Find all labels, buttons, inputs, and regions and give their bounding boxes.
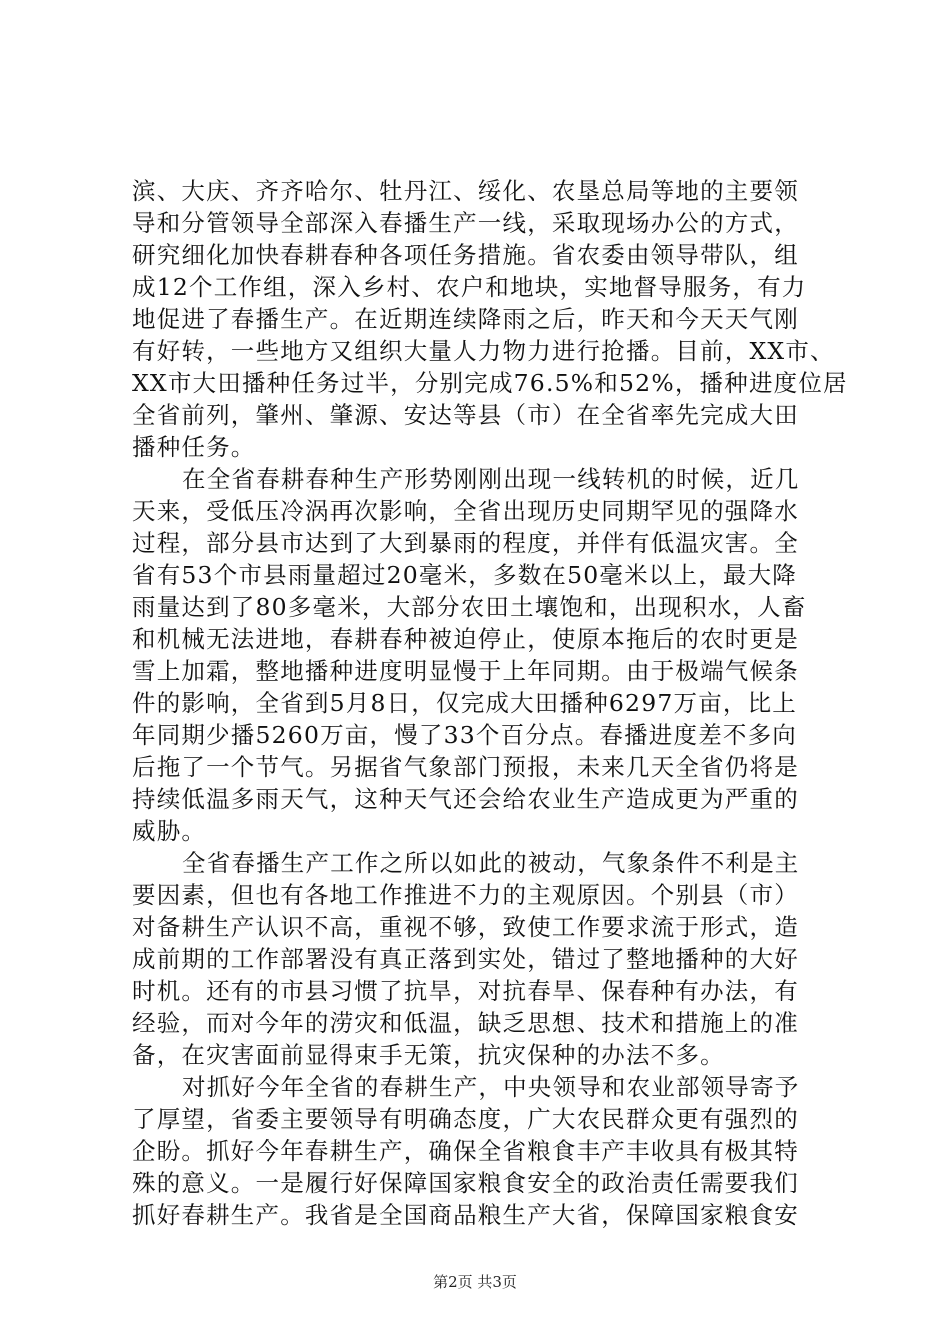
text-line: 了厚望，省委主要领导有明确态度，广大农民群众更有强烈的 [132,1105,799,1133]
paragraph-first-line: 对抓好今年全省的春耕生产，中央领导和农业部领导寄予 [182,1073,800,1101]
text-line: 殊的意义。一是履行好保障国家粮食安全的政治责任需要我们 [132,1169,799,1197]
text-line: 地促进了春播生产。在近期连续降雨之后，昨天和今天天气刚 [132,305,799,333]
text-line: 威胁。 [132,817,207,845]
text-line: 后拖了一个节气。另据省气象部门预报，未来几天全省仍将是 [132,753,799,781]
text-line: 抓好春耕生产。我省是全国商品粮生产大省，保障国家粮食安 [132,1201,799,1229]
text-line: 年同期少播5260万亩，慢了33个百分点。春播进度差不多向 [132,721,798,749]
text-line: 和机械无法进地，春耕春种被迫停止，使原本拖后的农时更是 [132,625,799,653]
text-line: 持续低温多雨天气，这种天气还会给农业生产造成更为严重的 [132,785,799,813]
text-line: 要因素，但也有各地工作推进不力的主观原因。个别县（市） [132,881,799,909]
text-line: 备，在灾害面前显得束手无策，抗灾保种的办法不多。 [132,1041,725,1069]
text-line: 有好转，一些地方又组织大量人力物力进行抢播。目前，XX市、 [132,337,835,365]
text-line: 经验，而对今年的涝灾和低温，缺乏思想、技术和措施上的准 [132,1009,799,1037]
text-line: 企盼。抓好今年春耕生产，确保全省粮食丰产丰收具有极其特 [132,1137,799,1165]
text-line: 雨量达到了80多毫米，大部分农田土壤饱和，出现积水，人畜 [132,593,807,621]
text-line: 雪上加霜，整地播种进度明显慢于上年同期。由于极端气候条 [132,657,799,685]
text-line: 对备耕生产认识不高，重视不够，致使工作要求流于形式，造 [132,913,799,941]
text-line: 件的影响，全省到5月8日，仅完成大田播种6297万亩，比上 [132,689,798,717]
paragraph-first-line: 在全省春耕春种生产形势刚刚出现一线转机的时候，近几 [182,465,800,493]
text-line: 成12个工作组，深入乡村、农户和地块，实地督导服务，有力 [132,273,807,301]
text-line: 省有53个市县雨量超过20毫米，多数在50毫米以上，最大降 [132,561,798,589]
text-line: 全省前列，肇州、肇源、安达等县（市）在全省率先完成大田 [132,401,799,429]
text-line: 播种任务。 [132,433,256,461]
text-line: 过程，部分县市达到了大到暴雨的程度，并伴有低温灾害。全 [132,529,799,557]
text-line: 滨、大庆、齐齐哈尔、牡丹江、绥化、农垦总局等地的主要领 [132,177,799,205]
text-line: 时机。还有的市县习惯了抗旱，对抗春旱、保春种有办法，有 [132,977,799,1005]
page-number-footer: 第2页 共3页 [433,1273,517,1291]
text-line: 成前期的工作部署没有真正落到实处，错过了整地播种的大好 [132,945,799,973]
text-line: 天来，受低压冷涡再次影响，全省出现历史同期罕见的强降水 [132,497,799,525]
document-body [132,175,848,1231]
text-line: 导和分管领导全部深入春播生产一线，采取现场办公的方式， [132,209,799,237]
paragraph-first-line: 全省春播生产工作之所以如此的被动，气象条件不利是主 [182,849,800,877]
text-line: 研究细化加快春耕春种各项任务措施。省农委由领导带队，组 [132,241,799,269]
text-line: XX市大田播种任务过半，分别完成76.5%和52%，播种进度位居 [132,369,848,397]
